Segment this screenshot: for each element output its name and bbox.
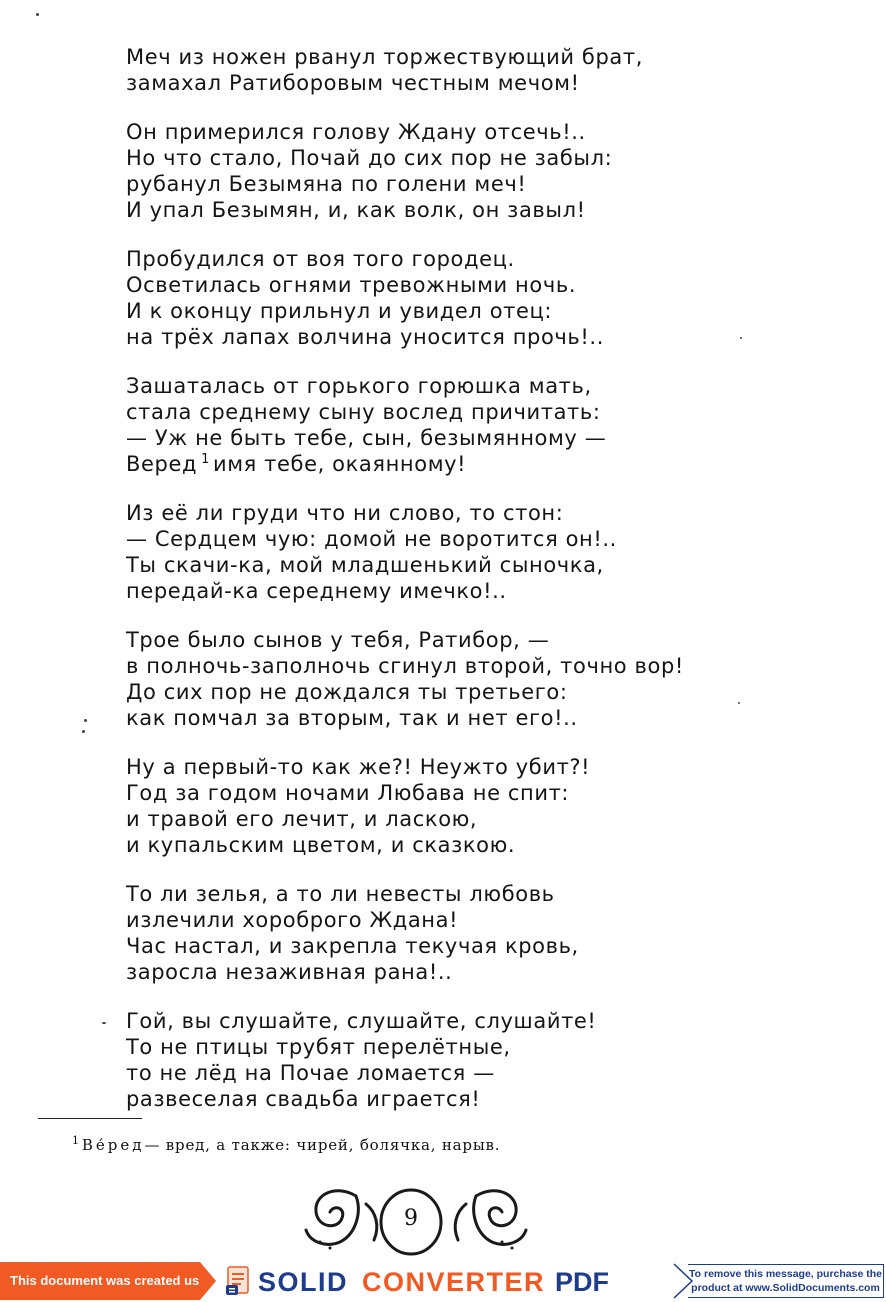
poem-line: замахал Ратиборовым честным мечом! bbox=[126, 71, 580, 95]
footnote bbox=[72, 1136, 500, 1154]
stanza-4 bbox=[126, 373, 746, 477]
poem-line: Пробудился от воя того городец. bbox=[126, 247, 515, 271]
poem-line: Меч из ножен рванул торжествующий брат, bbox=[126, 45, 643, 69]
poem-line: то не лёд на Почае ломается — bbox=[126, 1061, 495, 1085]
purchase-line-2: product at www.SolidDocuments.com bbox=[691, 1282, 880, 1294]
line-remainder: имя тебе, окаянному! bbox=[212, 452, 467, 476]
footnote-text: — вред, а также: чирей, болячка, нарыв. bbox=[144, 1136, 501, 1154]
poem-line: заросла незаживная рана!.. bbox=[126, 960, 453, 984]
stanza-7 bbox=[126, 754, 746, 858]
poem-line: Но что стало, Почай до сих пор не забыл: bbox=[126, 146, 613, 170]
poem-line: рубанул Безымяна по голени меч! bbox=[126, 172, 527, 196]
poem-line: Трое было сынов у тебя, Ратибор, — bbox=[126, 628, 550, 652]
brand-logo bbox=[258, 1262, 609, 1300]
stanza-6 bbox=[126, 627, 746, 731]
brand-solid: SOLID bbox=[258, 1267, 349, 1297]
poem-line: стала среднему сыну вослед причитать: bbox=[126, 400, 601, 424]
footnote-marker: 1 bbox=[201, 452, 210, 467]
purchase-link[interactable] bbox=[688, 1264, 884, 1298]
stanza-1 bbox=[126, 44, 746, 96]
poem-line: То не птицы трубят перелётные, bbox=[126, 1035, 511, 1059]
stanza-2 bbox=[126, 119, 746, 223]
poem-line-with-footnote bbox=[126, 451, 746, 477]
poem-line: До сих пор не дождался ты третьего: bbox=[126, 680, 568, 704]
purchase-line-1: To remove this message, purchase the bbox=[689, 1268, 882, 1280]
poem-line: Осветилась огнями тревожными ночь. bbox=[126, 273, 577, 297]
brand-converter: CONVERTER bbox=[362, 1267, 546, 1297]
page-number: 9 bbox=[404, 1206, 418, 1231]
speck bbox=[36, 13, 39, 16]
poem-line: Зашаталась от горького горюшка мать, bbox=[126, 374, 592, 398]
footnote-term: Ве́ред bbox=[81, 1136, 145, 1154]
poem-line: развеселая свадьба играется! bbox=[126, 1087, 481, 1111]
poem-line: — Уж не быть тебе, сын, безымянному — bbox=[126, 426, 607, 450]
footnote-number: 1 bbox=[72, 1134, 80, 1147]
banner-arrow bbox=[200, 1262, 216, 1300]
watermark-banner[interactable] bbox=[0, 1262, 886, 1300]
poem-line: и купальским цветом, и сказкою. bbox=[126, 833, 516, 857]
poem-line: — Сердцем чую: домой не воротится он!.. bbox=[126, 527, 617, 551]
poem bbox=[126, 44, 746, 1135]
poem-line: Гой, вы слушайте, слушайте, слушайте! bbox=[126, 1009, 597, 1033]
poem-line: излечили хороброго Ждана! bbox=[126, 908, 459, 932]
stanza-3 bbox=[126, 246, 746, 350]
poem-line: И к оконцу прильнул и увидел отец: bbox=[126, 299, 553, 323]
speck bbox=[84, 719, 87, 722]
poem-line: Из её ли груди что ни слово, то стон: bbox=[126, 501, 564, 525]
poem-line: как помчал за вторым, так и нет его!.. bbox=[126, 706, 578, 730]
poem-line: И упал Безымян, и, как волк, он завыл! bbox=[126, 198, 586, 222]
stanza-8 bbox=[126, 881, 746, 985]
banner-left-text: This document was created using bbox=[0, 1262, 200, 1300]
poem-line: в полночь-заполночь сгинул второй, точно вор! bbox=[126, 654, 684, 678]
poem-line: передай-ка середнему имечко!.. bbox=[126, 579, 507, 603]
stanza-9 bbox=[126, 1008, 746, 1112]
poem-line: То ли зелья, а то ли невесты любовь bbox=[126, 882, 555, 906]
footnoted-word: Веред bbox=[126, 452, 198, 476]
speck bbox=[82, 730, 85, 733]
poem-line: на трёх лапах волчина уносится прочь!.. bbox=[126, 325, 604, 349]
stanza-5 bbox=[126, 500, 746, 604]
poem-line: и травой его лечит, и ласкою, bbox=[126, 807, 478, 831]
poem-line: Год за годом ночами Любава не спит: bbox=[126, 781, 570, 805]
poem-line: Час настал, и закрепла текучая кровь, bbox=[126, 934, 579, 958]
poem-line: Он примерился голову Ждану отсечь!.. bbox=[126, 120, 586, 144]
speck bbox=[102, 1022, 106, 1024]
poem-line: Ну а первый-то как же?! Неужто убит?! bbox=[126, 755, 591, 779]
document-icon bbox=[224, 1265, 254, 1297]
poem-line: Ты скачи-ка, мой младшенький сыночка, bbox=[126, 553, 604, 577]
footnote-rule bbox=[38, 1118, 142, 1119]
brand-pdf: PDF bbox=[555, 1267, 610, 1297]
